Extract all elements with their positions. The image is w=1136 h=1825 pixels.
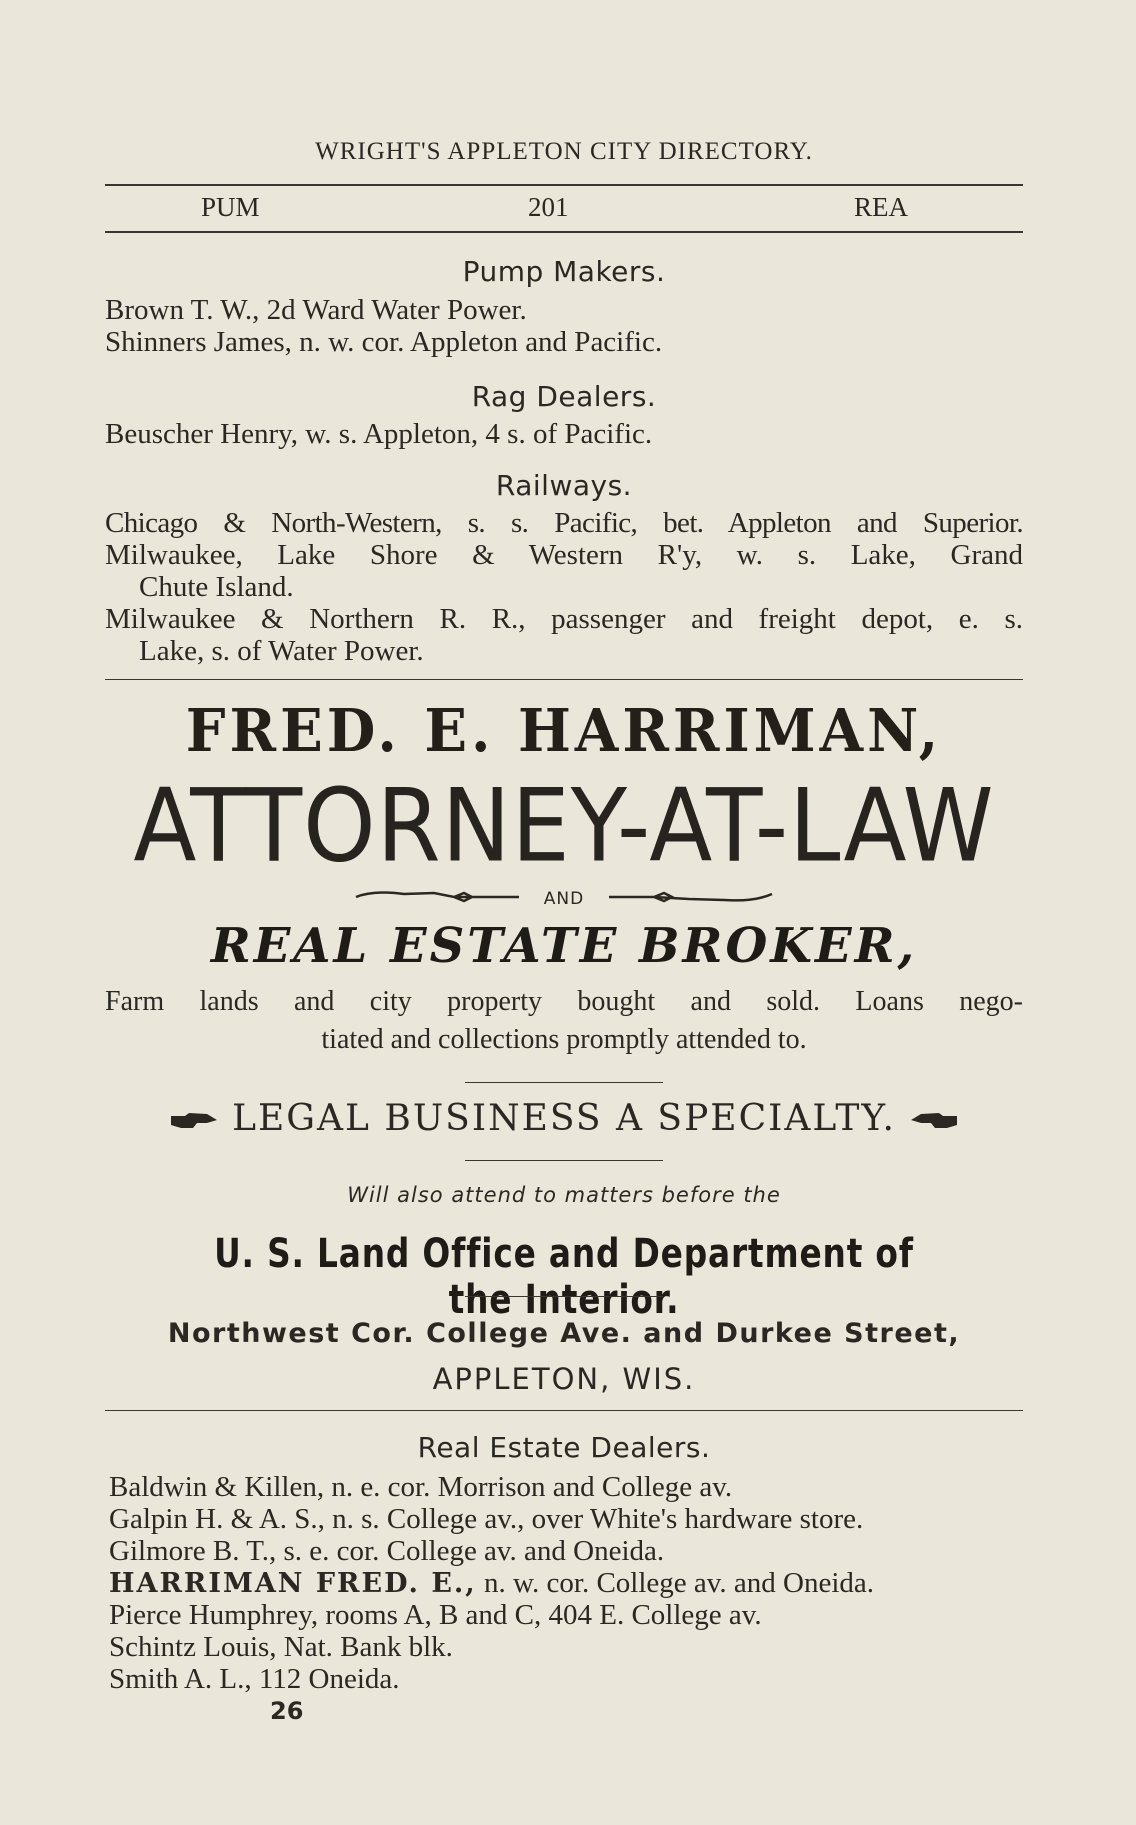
section-rule: [105, 679, 1023, 680]
list-item-bold: [109, 1567, 1027, 1600]
ad-will-attend: Will also attend to matters before the: [347, 1183, 781, 1207]
heading-rag-dealers: Rag Dealers.: [471, 380, 657, 413]
section-rule: [105, 1410, 1023, 1411]
list-item: Schintz Louis, Nat. Bank blk.: [109, 1631, 453, 1663]
ad-description: [105, 983, 1023, 1059]
list-item: Pierce Humphrey, rooms A, B and C, 404 E. College av.: [109, 1599, 762, 1631]
list-item: Shinners James, n. w. cor. Appleton and Pacific.: [105, 326, 663, 358]
folio-rule: [105, 231, 1023, 233]
ad-title: ATTORNEY-AT-LAW: [133, 767, 995, 885]
list-item: Smith A. L., 112 Oneida.: [109, 1663, 400, 1695]
ad-specialty: LEGAL BUSINESS A SPECIALTY.: [232, 1098, 896, 1139]
divider: [465, 1082, 663, 1083]
divider: [465, 1296, 663, 1297]
list-item: Milwaukee & Northern R. R., passenger and freight depot, e. s.: [105, 603, 1023, 635]
running-head: WRIGHT'S APPLETON CITY DIRECTORY.: [315, 138, 813, 165]
ad-profession: REAL ESTATE BROKER,: [210, 918, 918, 974]
ad-and-text: AND: [543, 889, 585, 909]
ad-description-line1: Farm lands and city property bought and sold. Loans nego-: [105, 986, 1023, 1017]
ad-and-ornament: [105, 882, 1023, 912]
heading-real-estate-dealers: Real Estate Dealers.: [417, 1431, 711, 1464]
folio-page: 201: [528, 192, 569, 222]
list-item: Milwaukee, Lake Shore & Western R'y, w. s. Lake, Grand: [105, 539, 1023, 571]
ad-specialty-line: [105, 1098, 1023, 1142]
folio-left: PUM: [201, 192, 260, 222]
list-item: Beuscher Henry, w. s. Appleton, 4 s. of Pacific.: [105, 418, 653, 450]
list-item: Chute Island.: [139, 571, 294, 603]
page-number: 26: [270, 1697, 304, 1725]
ad-name: FRED. E. HARRIMAN,: [185, 696, 943, 766]
list-item: Brown T. W., 2d Ward Water Power.: [105, 294, 527, 326]
pointing-hand-right-icon: [169, 1110, 219, 1132]
ad-description-line2: tiated and collections promptly attended to.: [321, 1024, 807, 1055]
divider: [465, 1160, 663, 1161]
ad-city: APPLETON, WIS.: [432, 1362, 696, 1396]
bold-entry-name: HARRIMAN FRED. E.,: [109, 1568, 477, 1599]
list-item: Gilmore B. T., s. e. cor. College av. and Oneida.: [109, 1535, 665, 1567]
heading-pump-makers: Pump Makers.: [462, 255, 666, 288]
top-rule: [105, 184, 1023, 186]
pointing-hand-left-icon: [909, 1110, 959, 1132]
list-item: Galpin H. & A. S., n. s. College av., over White's hardware store.: [109, 1503, 864, 1535]
list-item: Lake, s. of Water Power.: [139, 635, 424, 667]
bold-entry-rest: n. w. cor. College av. and Oneida.: [476, 1567, 874, 1599]
ad-office: U. S. Land Office and Department of the Interior.: [214, 1231, 914, 1323]
heading-railways: Railways.: [495, 469, 633, 502]
list-item: Chicago & North-Western, s. s. Pacific, bet. Appleton and Superior.: [105, 507, 1023, 539]
list-item: Baldwin & Killen, n. e. cor. Morrison and College av.: [109, 1471, 733, 1503]
folio-right: REA: [854, 192, 908, 222]
ad-address: Northwest Cor. College Ave. and Durkee Street,: [167, 1318, 961, 1349]
